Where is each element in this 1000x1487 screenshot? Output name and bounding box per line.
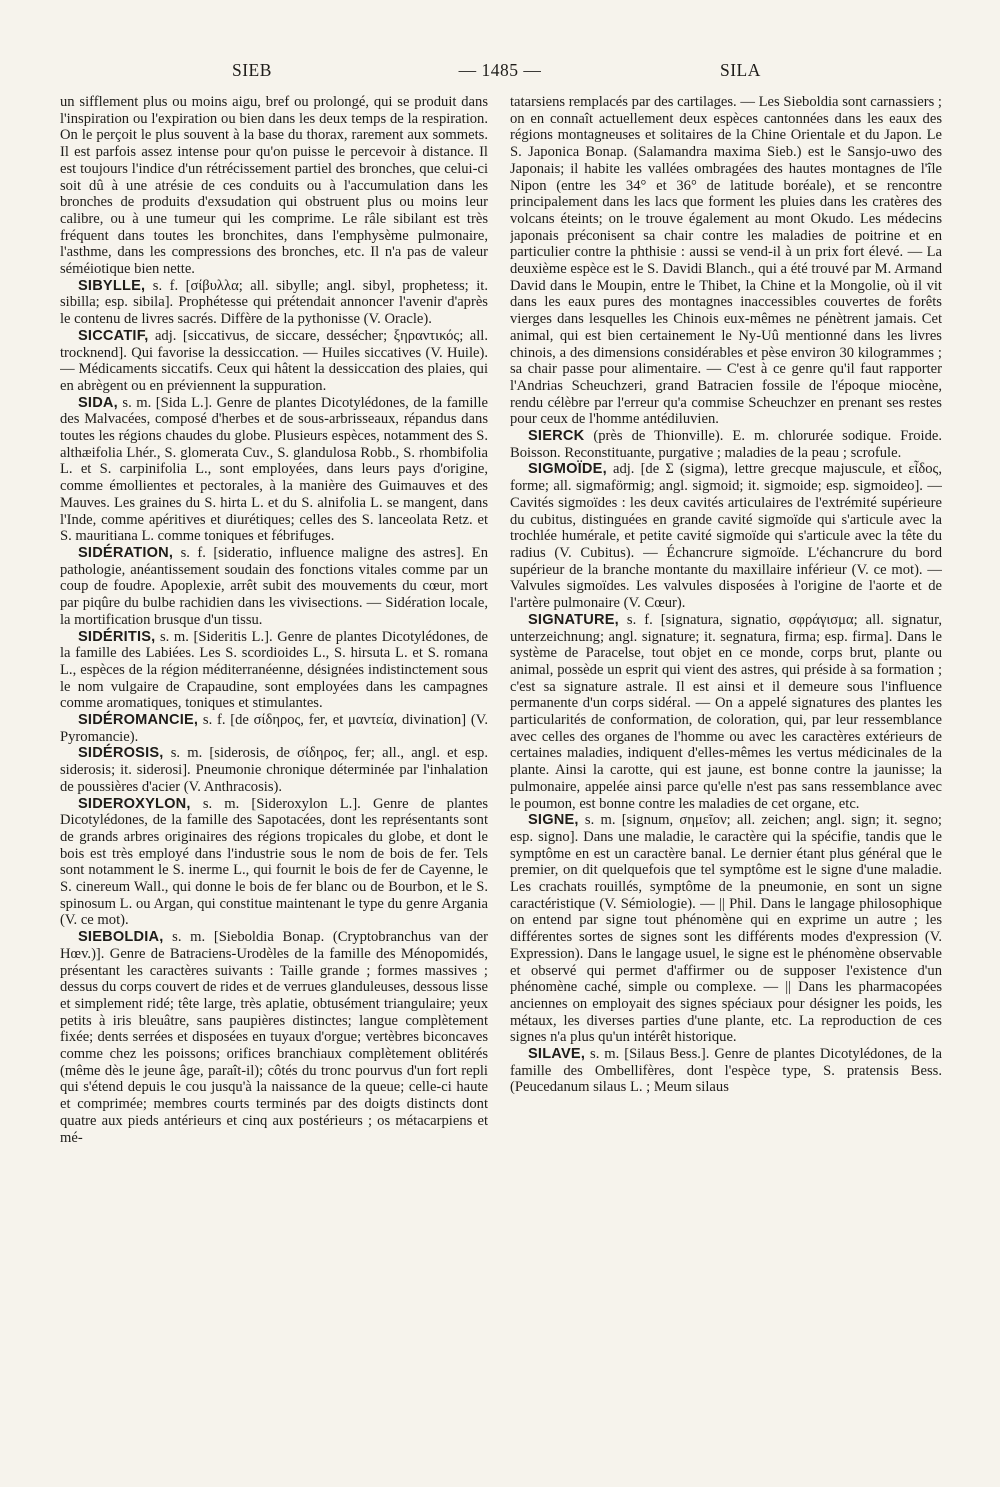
entry-headword: SILAVE, xyxy=(528,1046,586,1063)
dictionary-entry xyxy=(60,929,488,1146)
entry-headword: SIGMOÏDE, xyxy=(528,461,607,478)
entry-headword: SIGNE, xyxy=(528,812,579,829)
entry-headword: SIDÉRATION, xyxy=(78,544,174,561)
entry-text: s. m. [Silaus Bess.]. Genre de plantes Dicotylédones, de la famille des Ombellifères, dont l'espèce type, S. pratensis Bess. (Peucedanum silaus L. ; Meum silaus xyxy=(510,1046,942,1096)
entry-text: s. m. [Sieboldia Bonap. (Cryptobranchus van der Hœv.)]. Genre de Batraciens-Urodèles de la famille des Ménopomidés, présentant les caractères suivants : Taille grande ; formes massives ; dessus du corps couvert de rides et de verrues glanduleuses, dessous lisse et simplement ridé; tête large, très aplatie, obtusément triangulaire; yeux petits à iris bleuâtre, sans paupières distinctes; langue complètement fixée; dents serrées et disposées en tuyaux d'orgue; vertèbres biconcaves comme chez les poissons; orifices branchiaux complètement oblitérés (même dès le jeune âge, paraît-il); côtés du tronc pourvus d'un fort repli qui s'étend depuis le cou jusqu'à la naissance de la queue; celle-ci haute et comprimée; membres courts terminés par des doigts distincts dont quatre aux pieds antérieurs et cinq aux postérieurs ; os métacarpiens et mé- xyxy=(60,929,488,1146)
entry-text: s. f. [de σίδηρος, fer, et μαντεία, divination] (V. Pyromancie). xyxy=(60,712,488,745)
entry-text: s. m. [siderosis, de σίδηρος, fer; all., angl. et esp. siderosis; it. siderosi]. Pneumonie chronique déterminée par l'inhalation de poussières d'acier (V. Anthracosis). xyxy=(60,745,488,795)
dictionary-entry xyxy=(60,712,488,745)
left-column xyxy=(60,94,488,1464)
entry-continuation xyxy=(510,94,942,428)
entry-text: un sifflement plus ou moins aigu, bref ou prolongé, qui se produit dans l'inspiration ou l'expiration ou bien dans les deux temps de la respiration. On le perçoit le plus souvent à la base du thorax, rarement aux sommets. Il est parfois assez intense pour qu'on puisse le percevoir à distance. Il est toujours l'indice d'un rétrécissement partiel des bronches, que celui-ci soit dû à une atrésie de ces conduits ou à l'accumulation dans les bronches de produits d'exsudation qui obstruent plus ou moins leur calibre, ou à une tumeur qui les comprime. Le râle sibilant est très fréquent dans toutes les bronchites, dans l'emphysème pulmonaire, l'asthme, dans les compressions des bronches, etc. Il n'a pas de valeur séméiotique bien nette. xyxy=(60,94,488,278)
entry-headword: SIDEROXYLON, xyxy=(78,795,191,812)
page-number: — 1485 — xyxy=(458,60,542,80)
entry-headword: SIDÉROSIS, xyxy=(78,745,164,762)
entry-text: s. m. [Sida L.]. Genre de plantes Dicotylédones, de la famille des Malvacées, composé d'herbes et de sous-arbrisseaux, répandus dans toutes les régions chaudes du globe. Plusieurs espèces, notamment des S. althæifolia Lhér., S. glomerata Cuv., S. glandulosa Robb., S. rhombifolia L. et S. carpinifolia L., sont employées, dans leurs pays d'origine, comme émollientes et pectorales, à la manière des Guimauves et des Mauves. Les graines du S. hirta L. et du S. alnifolia L. se mangent, dans l'Inde, comme apéritives et diurétiques; celles des S. lanceolata Retz. et S. mauritiana L. comme toniques et fébrifuges. xyxy=(60,394,488,545)
entry-text: tatarsiens remplacés par des cartilages. — Les Sieboldia sont carnassiers ; on en connaît actuellement deux espèces cantonnées dans les eaux des régions montagneuses et solitaires de la Chine Orientale et du Japon. Le S. Japonica Bonap. (Salamandra maxima Sieb.) est le Sansjo-uwo des Japonais; il habite les vallées ombragées des hautes montagnes de l'île Nipon (entre les 34° et 36° de latitude boréale), et se rencontre principalement dans les lacs que forment les pluies dans les cratères des volcans éteints; on le trouve également au mont Okudo. Les médecins japonais préconisent sa chair contre les maladies de poitrine et en particulier contre la phthisie : aussi se vend-il à un prix fort élevé. — La deuxième espèce est le S. Davidi Blanch., qui a été trouvé par M. Armand David dans le Moupin, entre le Thibet, la Chine et la Mongolie, où il vit dans les eaux pures des montagnes inaccessibles couvertes de forêts vierges dans lesquelles les Chinois eux-mêmes ne pénètrent jamais. Cet animal, qui est bien certainement le Ny-Uû mentionné dans les livres chinois, a des dimensions considérables et pèse environ 30 kilogrammes ; sa chair passe pour alimentaire. — C'est à ce genre qu'il faut rapporter l'Andrias Scheuchzeri, grand Batracien fossile de l'époque miocène, rendu célèbre par l'erreur qu'a commise Scheuchzer en prenant ses restes pour ceux de l'homme antédiluvien. xyxy=(510,94,942,428)
entry-text: adj. [siccativus, de siccare, dessécher; ξηραντικός; all. trocknend]. Qui favorise la dessiccation. — Huiles siccatives (V. Huile). — Médicaments siccatifs. Ceux qui hâtent la dessiccation des plaies, qui en abrègent ou en préviennent la suppuration. xyxy=(60,327,488,394)
entry-headword: SIBYLLE, xyxy=(78,277,146,294)
right-column xyxy=(510,94,942,1464)
dictionary-entry xyxy=(60,328,488,395)
dictionary-entry xyxy=(510,1046,942,1096)
entry-headword: SIDA, xyxy=(78,394,118,411)
entry-text: s. m. [Sideritis L.]. Genre de plantes Dicotylédones, de la famille des Labiées. Les S. scordioides L., S. hirsuta L. et S. romana L., espèces de la région méditerranéenne, désignées indistinctement sous le nom vulgaire de Crapaudine, sont employées dans les campagnes comme aromatiques, toniques et stimulantes. xyxy=(60,628,488,712)
dictionary-entry xyxy=(60,745,488,795)
dictionary-entry xyxy=(60,629,488,713)
entry-text: (près de Thionville). E. m. chlorurée sodique. Froide. Boisson. Reconstituante, purgative ; maladies de la peau ; scrofule. xyxy=(510,428,942,461)
dictionary-entry xyxy=(60,545,488,629)
running-head-right: SILA xyxy=(720,60,761,80)
entry-text: adj. [de Σ (sigma), lettre grecque majuscule, et εἶδος, forme; all. sigmaförmig; angl. sigmoid; it. sigmoide; esp. sigmoideo]. — Cavités sigmoïdes : les deux cavités articulaires de l'extrémité supérieure du cubitus, distinguées en grande cavité sigmoïde qui s'articule avec la trochlée humérale, et petite cavité sigmoïde qui s'articule avec la tête du radius (V. Cubitus). — Échancrure sigmoïde. L'échancrure du bord supérieur de la branche montante du maxillaire inférieur (V. ce mot). — Valvules sigmoïdes. Les valvules disposées à l'origine de l'aorte et de l'artère pulmonaire (V. Cœur). xyxy=(510,461,942,612)
dictionary-entry xyxy=(60,395,488,545)
dictionary-entry xyxy=(510,812,942,1046)
dictionary-entry xyxy=(510,428,942,461)
entry-headword: SIERCK xyxy=(528,428,585,445)
entry-headword: SIEBOLDIA, xyxy=(78,929,164,946)
entry-headword: SIGNATURE, xyxy=(528,611,619,628)
dictionary-entry xyxy=(60,278,488,328)
entry-text: s. f. [σίβυλλα; all. sibylle; angl. sibyl, prophetess; it. sibilla; esp. sibila]. Prophétesse qui prétendait annoncer l'avenir d'après le contenu de livres sacrés. Diffère de la pythonisse (V. Oracle). xyxy=(60,277,488,328)
entry-headword: SIDÉROMANCIE, xyxy=(78,712,199,729)
entry-text: s. m. [Sideroxylon L.]. Genre de plantes Dicotylédones, de la famille des Sapotacées, dont les représentants sont de grands arbres originaires des régions tropicales du globe, et dont le bois est très employé dans l'industrie sous le nom de bois de fer. Tels sont notamment le S. inerme L., qui fournit le bois de fer de Cayenne, le S. cinereum Wall., qui donne le bois de fer blanc ou de Bourbon, et le S. spinosum L. ou Argan, qui constitue maintenant le type du genre Argania (V. ce mot). xyxy=(60,795,488,929)
dictionary-entry xyxy=(510,612,942,812)
entry-continuation xyxy=(60,94,488,278)
entry-headword: SIDÉRITIS, xyxy=(78,628,156,645)
entry-text: s. f. [sideratio, influence maligne des astres]. En pathologie, anéantissement soudain des fonctions vitales comme par un coup de foudre. Apoplexie, arrêt subit des mouvements du cœur, mort par piqûre du bulbe rachidien dans les vivisections. — Sidération locale, la mortification brusque d'un tissu. xyxy=(60,544,488,628)
entry-text: s. m. [signum, σημεῖον; all. zeichen; angl. sign; it. segno; esp. signo]. Dans une maladie, le caractère qui la spécifie, tandis que le symptôme en est un caractère banal. Le dernier étant plus général que le premier, on dit quelquefois que tel symptôme est le signe d'une maladie. Les crachats rouillés, symptôme de la pneumonie, en sont un signe caractéristique (V. Sémiologie). — || Phil. Dans le langage philosophique on entend par signe tout phénomène qui en exprime un autre ; les différentes sortes de signes sont les différents modes d'expression (V. Expression). Dans le langage usuel, le signe est le phénomène observable et observé qui permet d'affirmer ou de supposer l'existence d'un phénomène caché, simple ou complexe. — || Dans les pharmacopées anciennes on employait des signes spéciaux pour désigner les poids, les métaux, les diverses parties d'une plante, etc. La reproduction de ces signes n'a plus qu'un intérêt historique. xyxy=(510,812,942,1046)
dictionary-entry xyxy=(510,461,942,611)
running-head-left: SIEB xyxy=(232,60,272,80)
entry-text: s. f. [signatura, signatio, σφράγισμα; all. signatur, unterzeichnung; angl. signature; it. segnatura, firma; esp. firma]. Dans le système de Paracelse, tout objet en ce monde, corps brut, plante ou animal, possède un esprit qui vient des astres, qui préside à sa formation ; c'est sa signature astrale. Il est ainsi et il demeure sous l'influence permanente d'un corps sidéral. — On a appelé signatures des plantes les particularités de conformation, de coloration, qui, par leur ressemblance avec celles des organes de l'homme ou avec les caractères extérieurs de certaines maladies, indiquent d'elles-mêmes les vertus médicinales de la plante. Ainsi la carotte, qui est jaune, est bonne contre la jaunisse; la pulmonaire, appelée ainsi parce qu'elle n'est pas sans ressemblance avec le poumon, est bonne contre les maladies de cet organe, etc. xyxy=(510,611,942,812)
dictionary-entry xyxy=(60,796,488,930)
entry-headword: SICCATIF, xyxy=(78,327,149,344)
